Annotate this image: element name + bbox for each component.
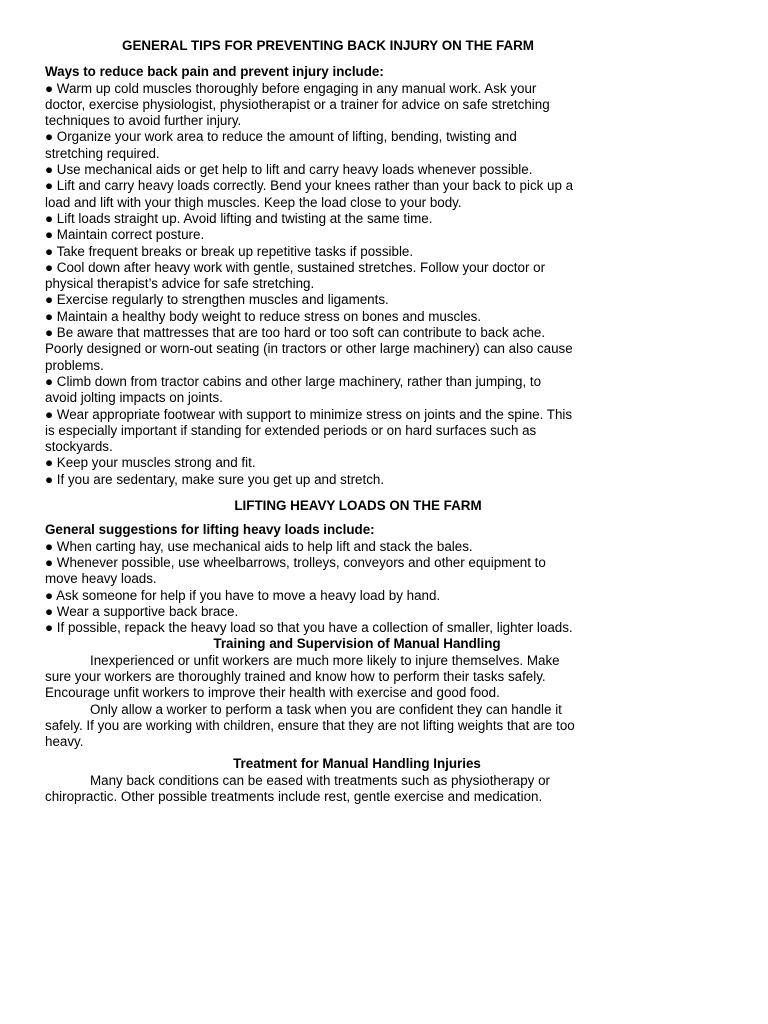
list-item: ● Be aware that mattresses that are too hard or too soft can contribute to back ache. Poorly designed or worn-out seating (in tractors or other large machinery) can also cause problems.: [45, 325, 573, 373]
list-item: ● Lift and carry heavy loads correctly. Bend your knees rather than your back to pick up a load and lift with your thigh muscles. Keep the load close to your body.: [45, 178, 574, 210]
list-item: ● Keep your muscles strong and fit.: [45, 455, 256, 471]
paragraph: Only allow a worker to perform a task when you are confident they can handle it safely. If you are working with children, ensure that they are not lifting weights that are too heavy.: [45, 701, 575, 750]
document-page: [45, 38, 575, 805]
list-item: ● Wear a supportive back brace.: [45, 603, 239, 619]
list-item: ● Maintain correct posture.: [45, 227, 205, 243]
list-item: ● Organize your work area to reduce the amount of lifting, bending, twisting and stretching required.: [45, 129, 517, 161]
list-item: ● Lift loads straight up. Avoid lifting and twisting at the same time.: [45, 210, 433, 226]
list-item: ● Wear appropriate footwear with support to minimize stress on joints and the spine. This is especially important if standing for extended periods or on hard surfaces such as stockyards.: [45, 406, 573, 455]
list-item: ● If possible, repack the heavy load so that you have a collection of smaller, lighter loads.: [45, 620, 573, 636]
paragraph: Inexperienced or unfit workers are much more likely to injure themselves. Make sure your workers are thoroughly trained and know how to perform their tasks safely. Encourage unfit workers to improve their health with exercise and good food.: [45, 652, 560, 701]
list-item: ● Warm up cold muscles thoroughly before engaging in any manual work. Ask your doctor, exercise physiologist, physiotherapist or a trainer for advice on safe stretching techniques to avoid further injury.: [45, 80, 550, 129]
section3-title: Training and Supervision of Manual Handling: [213, 636, 501, 652]
section4-title: Treatment for Manual Handling Injuries: [233, 756, 481, 772]
list-item: ● If you are sedentary, make sure you get up and stretch.: [45, 471, 385, 487]
bullet-list-2: [45, 539, 575, 637]
list-item: ● Exercise regularly to strengthen muscles and ligaments.: [45, 292, 389, 308]
document-title: GENERAL TIPS FOR PREVENTING BACK INJURY ON THE FARM: [122, 38, 534, 53]
list-item: ● Maintain a healthy body weight to reduce stress on bones and muscles.: [45, 308, 482, 324]
list-item: ● When carting hay, use mechanical aids to help lift and stack the bales.: [45, 538, 473, 554]
paragraph: Many back conditions can be eased with treatments such as physiotherapy or chiropractic. Other possible treatments include rest, gentle exercise and medication.: [45, 772, 550, 805]
list-item: ● Climb down from tractor cabins and other large machinery, rather than jumping, to avoid jolting impacts on joints.: [45, 373, 542, 406]
list-item: ● Use mechanical aids or get help to lift and carry heavy loads whenever possible.: [45, 162, 533, 178]
section2-heading: General suggestions for lifting heavy loads include:: [45, 522, 375, 538]
list-item: ● Take frequent breaks or break up repetitive tasks if possible.: [45, 243, 414, 259]
section2-title: LIFTING HEAVY LOADS ON THE FARM: [234, 498, 482, 514]
list-item: ● Cool down after heavy work with gentle, sustained stretches. Follow your doctor or physical therapist’s advice for safe stretching.: [45, 259, 546, 292]
bullet-list-1: [45, 81, 575, 488]
list-item: ● Whenever possible, use wheelbarrows, trolleys, conveyors and other equipment to move heavy loads.: [45, 554, 546, 587]
section1-heading: Ways to reduce back pain and prevent injury include:: [45, 64, 384, 80]
list-item: ● Ask someone for help if you have to move a heavy load by hand.: [45, 587, 441, 603]
